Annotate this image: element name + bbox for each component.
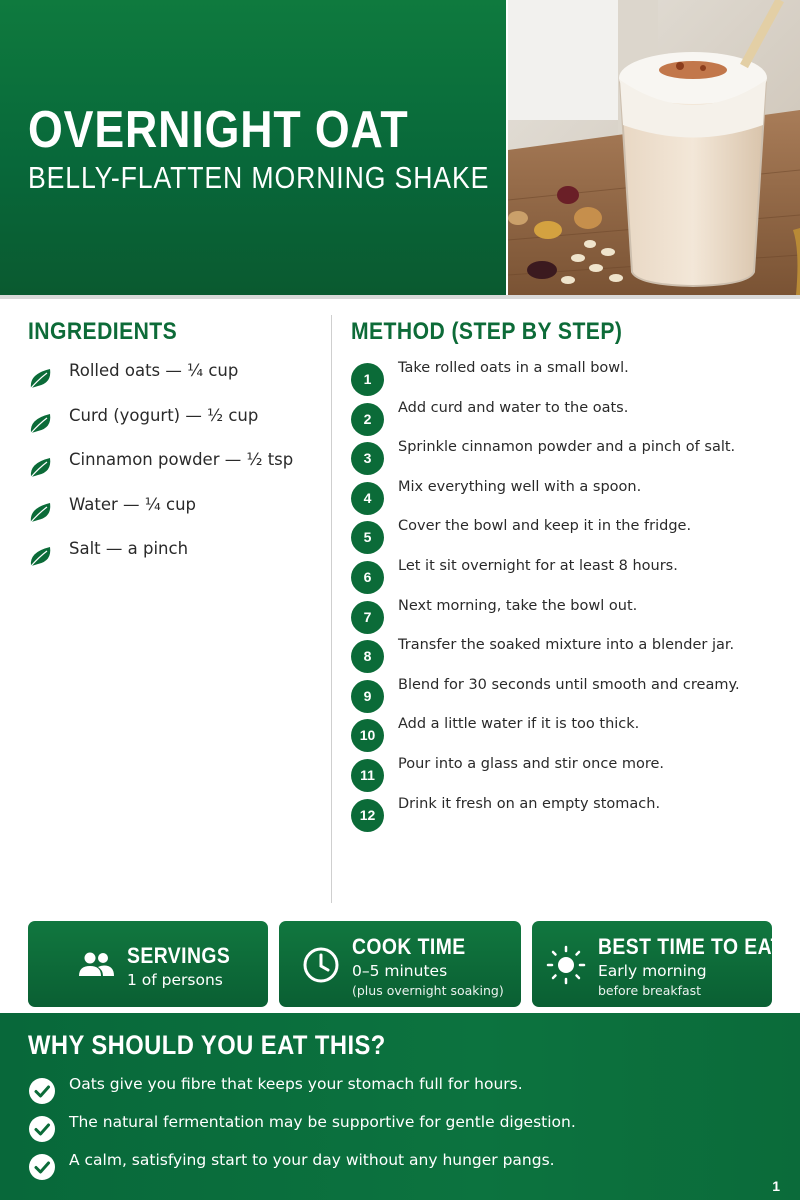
ingredients-title: INGREDIENTS (28, 318, 178, 345)
ingredient-text: Cinnamon powder — ½ tsp (69, 450, 294, 469)
step-number-badge: 9 (351, 680, 384, 713)
ingredient-text: Water — ¼ cup (69, 494, 197, 514)
method-step (351, 437, 791, 477)
best-time-note: before breakfast (598, 983, 702, 998)
cook-time-note: (plus overnight soaking) (352, 983, 504, 998)
benefit-item (28, 1075, 768, 1113)
benefit-text: The natural fermentation may be supportive for gentle digestion. (69, 1113, 576, 1131)
ingredient-item (28, 360, 318, 405)
why-section (0, 1013, 800, 1200)
header-banner (0, 0, 506, 295)
method-step (351, 754, 791, 794)
method-title: METHOD (STEP BY STEP) (351, 318, 623, 345)
column-divider (331, 315, 332, 903)
step-text: Let it sit overnight for at least 8 hours. (398, 557, 678, 574)
page-number: 1 (772, 1178, 780, 1194)
clock-icon (301, 945, 341, 985)
ingredient-text: Curd (yogurt) — ½ cup (69, 405, 259, 425)
method-step (351, 398, 791, 438)
ingredient-item (28, 538, 318, 583)
ingredient-text: Salt — a pinch (69, 539, 189, 558)
shake-photo (508, 0, 800, 295)
method-step (351, 714, 791, 754)
leaf-icon (28, 411, 54, 435)
ingredient-text: Rolled oats — ¼ cup (69, 361, 239, 380)
header-divider (0, 295, 800, 299)
cook-time-card (279, 921, 521, 1007)
step-text: Add curd and water to the oats. (398, 399, 629, 416)
step-number-badge: 1 (351, 363, 384, 396)
sun-icon (546, 945, 586, 985)
method-step (351, 477, 791, 517)
step-text: Transfer the soaked mixture into a blender jar. (398, 637, 735, 654)
cook-time-title: COOK TIME (352, 934, 466, 959)
best-time-card (532, 921, 783, 1007)
method-step (351, 556, 791, 596)
ingredient-item (28, 449, 318, 494)
step-number-badge: 5 (351, 521, 384, 554)
page-title: OVERNIGHT OAT (28, 101, 409, 159)
leaf-icon (28, 500, 54, 524)
method-step (351, 794, 791, 834)
people-icon (76, 945, 116, 985)
step-text: Blend for 30 seconds until smooth and creamy. (398, 676, 740, 693)
leaf-icon (28, 544, 54, 568)
benefit-item (28, 1151, 768, 1189)
servings-value: 1 of persons (127, 971, 223, 989)
check-circle-icon (28, 1077, 56, 1105)
page-subtitle: BELLY-FLATTEN MORNING SHAKE (28, 160, 490, 195)
cook-time-value: 0–5 minutes (352, 962, 448, 980)
step-number-badge: 10 (351, 719, 384, 752)
leaf-icon (28, 455, 54, 479)
check-circle-icon (28, 1115, 56, 1143)
method-step (351, 516, 791, 556)
benefit-text: Oats give you fibre that keeps your stomach full for hours. (69, 1075, 523, 1093)
step-text: Mix everything well with a spoon. (398, 478, 642, 495)
header (0, 0, 800, 298)
why-title: WHY SHOULD YOU EAT THIS? (28, 1030, 386, 1060)
step-number-badge: 7 (351, 601, 384, 634)
servings-card (28, 921, 268, 1007)
step-text: Sprinkle cinnamon powder and a pinch of salt. (398, 439, 736, 456)
servings-title: SERVINGS (127, 943, 231, 968)
best-time-value: Early morning (598, 962, 707, 980)
why-list (28, 1075, 768, 1189)
check-circle-icon (28, 1153, 56, 1181)
best-time-title: BEST TIME TO EAT (598, 934, 783, 959)
method-step (351, 358, 791, 398)
ingredient-item (28, 494, 318, 539)
step-text: Drink it fresh on an empty stomach. (398, 795, 661, 812)
step-text: Take rolled oats in a small bowl. (398, 360, 629, 376)
step-text: Next morning, take the bowl out. (398, 597, 638, 614)
benefit-text: A calm, satisfying start to your day without any hunger pangs. (69, 1151, 555, 1169)
step-text: Cover the bowl and keep it in the fridge. (398, 518, 692, 535)
step-number-badge: 12 (351, 799, 384, 832)
shake-photo-illustration (508, 0, 800, 295)
method-steps (351, 358, 791, 833)
ingredients-list (28, 360, 318, 583)
step-number-badge: 8 (351, 640, 384, 673)
method-step (351, 675, 791, 715)
step-text: Add a little water if it is too thick. (398, 716, 640, 733)
leaf-icon (28, 366, 54, 390)
step-number-badge: 6 (351, 561, 384, 594)
ingredient-item (28, 405, 318, 450)
step-number-badge: 3 (351, 442, 384, 475)
benefit-item (28, 1113, 768, 1151)
method-step (351, 596, 791, 636)
step-text: Pour into a glass and stir once more. (398, 755, 665, 772)
step-number-badge: 4 (351, 482, 384, 515)
step-number-badge: 11 (351, 759, 384, 792)
step-number-badge: 2 (351, 403, 384, 436)
method-step (351, 635, 791, 675)
